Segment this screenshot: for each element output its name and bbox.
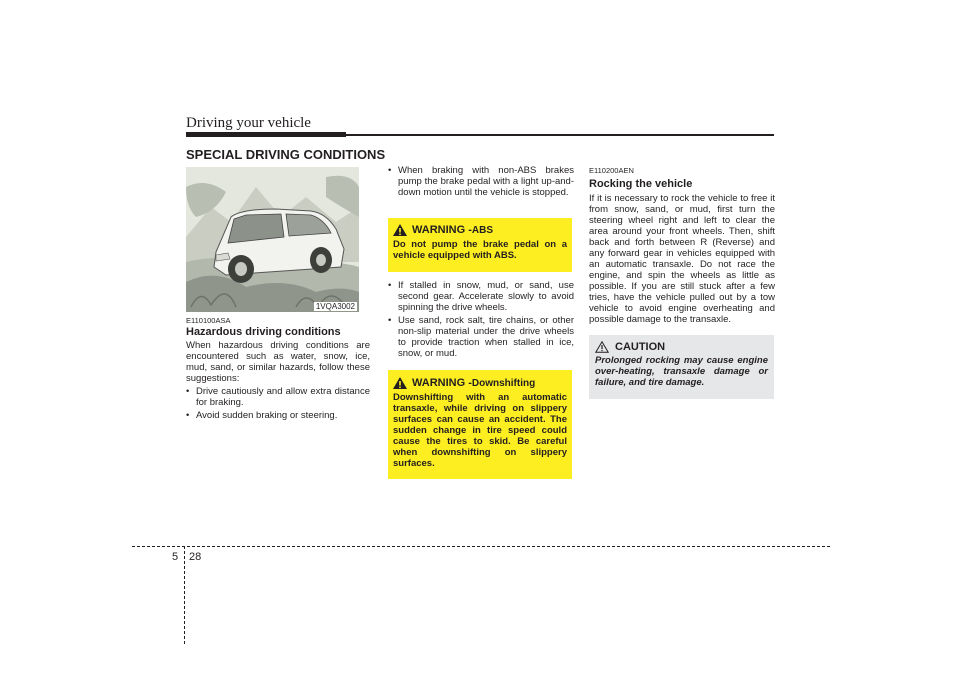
caution-text: Prolonged rocking may cause engine over-heating, transaxle damage or failure, and tire damage.	[595, 355, 768, 388]
suv-in-rough-terrain-image	[186, 167, 359, 312]
warning-triangle-icon	[393, 224, 407, 236]
hazardous-bullets	[186, 386, 370, 421]
hazardous-intro: When hazardous driving conditions are encountered such as water, snow, ice, mud, sand, or similar hazards, follow these suggestions:	[186, 340, 370, 384]
list-item: • Avoid sudden braking or steering.	[186, 410, 338, 421]
warning-downshift-heading: WARNING - Downshifting	[393, 377, 567, 389]
middle-bullets-2	[388, 280, 574, 361]
vehicle-illustration	[186, 167, 359, 312]
rocking-section	[589, 166, 775, 325]
header-rule-bar	[186, 132, 346, 137]
figure-code: 1VQA3002	[315, 302, 355, 311]
running-header: Driving your vehicle	[186, 115, 311, 131]
list-item: • When braking with non-ABS brakes pump the brake pedal with a light up-and-down motion until the vehicle is stopped.	[388, 165, 574, 198]
warning-abs-text: Do not pump the brake pedal on a vehicle equipped with ABS.	[393, 239, 567, 261]
caution-triangle-icon	[595, 341, 609, 353]
section-code: E110100ASA	[186, 316, 231, 325]
section-title: SPECIAL DRIVING CONDITIONS	[186, 147, 386, 162]
footer-rule	[132, 546, 830, 547]
warning-downshift-box	[388, 370, 572, 479]
caution-heading: CAUTION	[595, 341, 768, 353]
hazardous-section	[186, 316, 370, 423]
list-item: • Use sand, rock salt, tire chains, or other non-slip material under the drive wheels to provide traction when stalled in ice, snow, or mud.	[388, 315, 574, 359]
warning-abs-box	[388, 218, 572, 272]
rocking-heading: Rocking the vehicle	[589, 178, 693, 190]
caution-box	[589, 335, 774, 399]
middle-bullet-1	[388, 165, 574, 200]
hazardous-heading: Hazardous driving conditions	[186, 326, 341, 338]
rocking-body: If it is necessary to rock the vehicle to free it from snow, sand, or mud, first turn the steering wheel right and left to clear the area around your front wheels. Then, shift back and forth between R (Reverse) and any forward gear in vehicles equipped with an automatic transaxle. Do not race the engine, and spin the wheels as little as possible. If you are still stuck after a few tries, have the vehicle pulled out by a tow vehicle to avoid engine overheating and possible damage to the transaxle.	[589, 193, 775, 325]
list-item: • Drive cautiously and allow extra distance for braking.	[186, 386, 370, 408]
section-code: E110200AEN	[589, 166, 634, 175]
warning-triangle-icon	[393, 377, 407, 389]
warning-abs-heading: WARNING - ABS	[393, 224, 567, 236]
list-item: • If stalled in snow, mud, or sand, use second gear. Accelerate slowly to avoid spinning the drive wheels.	[388, 280, 574, 313]
page-number: 28	[189, 551, 202, 563]
footer-divider	[184, 546, 185, 644]
warning-downshift-text: Downshifting with an automatic transaxle, while driving on slippery surfaces can cause an accident. The sudden change in tire speed could cause the tires to skid. Be careful when downshifting on slippery surfaces.	[393, 392, 567, 469]
section-number: 5	[172, 551, 179, 563]
